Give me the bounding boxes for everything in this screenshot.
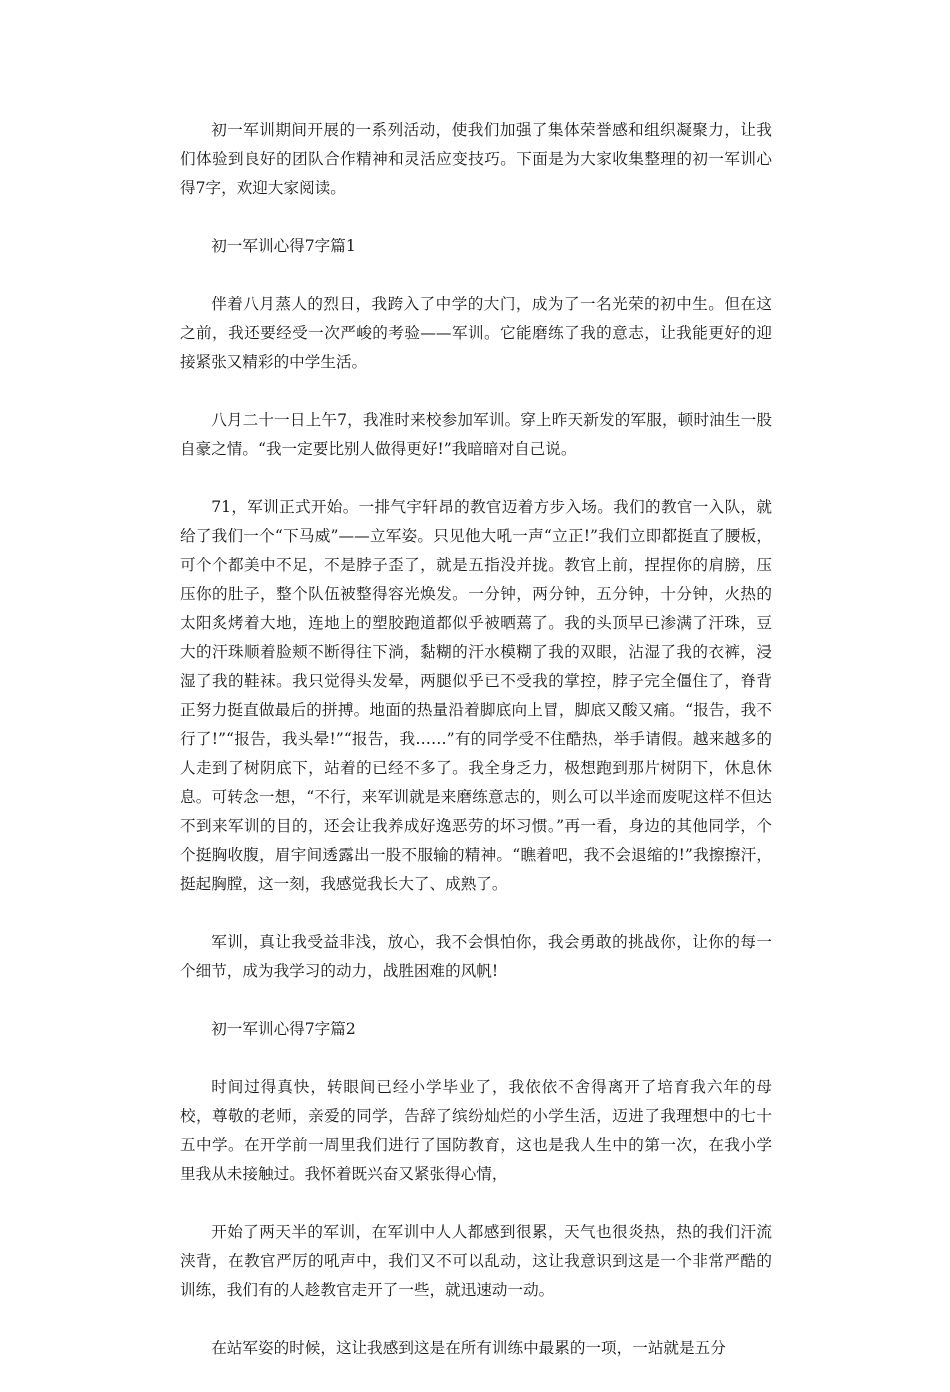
section-1-paragraph: 71，军训正式开始。一排气宇轩昂的教官迈着方步入场。我们的教官一入队，就给了我们一个“下马威”——立军姿。只见他大吼一声“立正!”我们立即都挺直了腰板，可个个都美中不足，不是脖子歪了，就是五指没并拢。教官上前，捏捏你的肩膀，压压你的肚子，整个队伍被整得容光焕发。一分钟，两分钟，五分钟，十分钟，火热的太阳炙烤着大地，连地上的塑胶跑道都似乎被晒蔫了。我的头顶早已渗满了汗珠，豆大的汗珠顺着脸颊不断得往下淌，黏糊的汗水模糊了我的双眼，沾湿了我的衣裤，浸湿了我的鞋袜。我只觉得头发晕，两腿似乎已不受我的掌控，脖子完全僵住了，脊背正努力挺直做最后的拼搏。地面的热量沿着脚底向上冒，脚底又酸又痛。“报告，我不行了!”“报告，我头晕!”“报告，我……”有的同学受不住酷热，举手请假。越来越多的人走到了树阴底下，站着的已经不多了。我全身乏力，极想跑到那片树阴下，休息休息。可转念一想，“不行，来军训就是来磨练意志的，则么可以半途而废呢这样不但达不到来军训的目的，还会让我养成好逸恶劳的坏习惯。”再一看，身边的其他同学，个个挺胸收腹，眉宇间透露出一股不服输的精神。“瞧着吧，我不会退缩的!”我擦擦汗，挺起胸膛，这一刻，我感觉我长大了、成熟了。 xyxy=(180,498,772,893)
section-2-paragraph: 时间过得真快，转眼间已经小学毕业了，我依依不舍得离开了培育我六年的母校，尊敬的老师，亲爱的同学，告辞了缤纷灿烂的小学生活，迈进了我理想中的七十五中学。在开学前一周里我们进行了国防教育，这也是我人生中的第一次，在我小学里我从未接触过。我怀着既兴奋又紧张得心情， xyxy=(180,1078,772,1183)
section-1-heading: 初一军训心得7字篇1 xyxy=(211,237,356,255)
section-1-paragraph: 八月二十一日上午7，我准时来校参加军训。穿上昨天新发的军服，顿时油生一股自豪之情。“我一定要比别人做得更好!”我暗暗对自己说。 xyxy=(180,411,772,458)
section-2-paragraph: 在站军姿的时候，这让我感到这是在所有训练中最累的一项，一站就是五分 xyxy=(211,1339,726,1357)
section-2-paragraph: 开始了两天半的军训，在军训中人人都感到很累，天气也很炎热，热的我们汗流浃背，在教官严厉的吼声中，我们又不可以乱动，这让我意识到这是一个非常严酷的训练，我们有的人趁教官走开了一些，就迅速动一动。 xyxy=(180,1223,772,1299)
section-2-heading: 初一军训心得7字篇2 xyxy=(211,1020,356,1038)
section-1-paragraph: 军训，真让我受益非浅，放心，我不会惧怕你，我会勇敢的挑战你，让你的每一个细节，成为我学习的动力，战胜困难的风帆! xyxy=(180,933,772,980)
intro-paragraph: 初一军训期间开展的一系列活动，使我们加强了集体荣誉感和组织凝聚力，让我们体验到良好的团队合作精神和灵活应变技巧。下面是为大家收集整理的初一军训心得7字，欢迎大家阅读。 xyxy=(180,121,772,197)
document-page xyxy=(180,116,772,1392)
section-1-paragraph: 伴着八月蒸人的烈日，我跨入了中学的大门，成为了一名光荣的初中生。但在这之前，我还要经受一次严峻的考验——军训。它能磨练了我的意志，让我能更好的迎接紧张又精彩的中学生活。 xyxy=(180,295,772,371)
